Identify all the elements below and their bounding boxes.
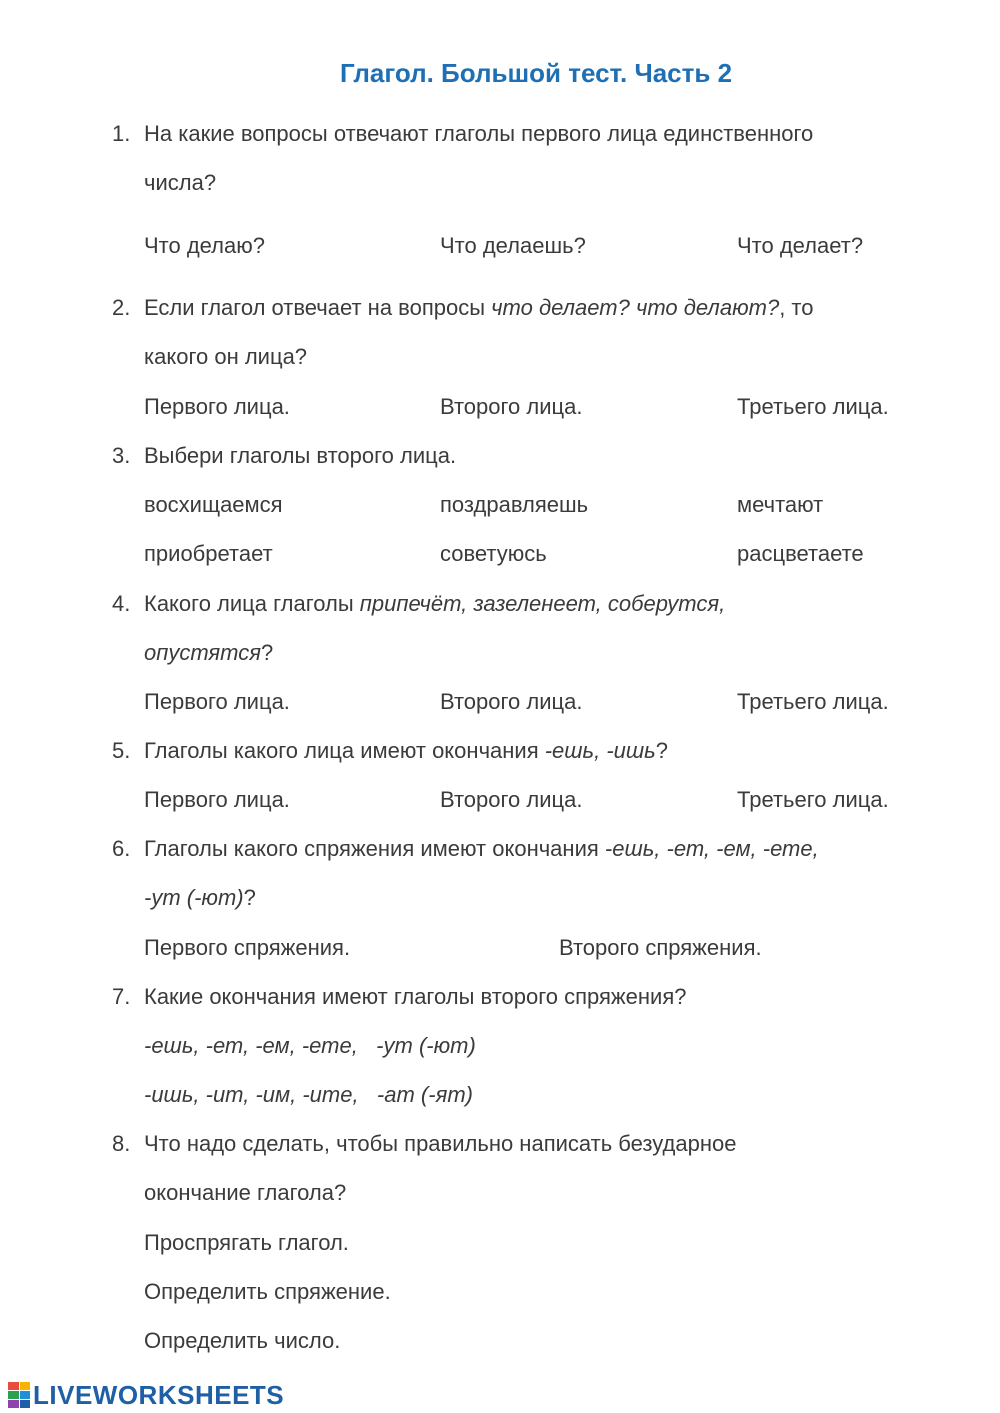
question-number: 6. [112, 836, 131, 861]
question-text: Какого лица глаголы припечёт, зазеленеет, соберутся, [144, 591, 726, 616]
question-number: 8. [112, 1131, 131, 1156]
answer-option[interactable]: Второго лица. [440, 394, 583, 419]
question-number: 3. [112, 443, 131, 468]
question-number: 5. [112, 738, 131, 763]
question-text-cont: -ут (-ют)? [144, 885, 256, 910]
answer-option[interactable]: поздравляешь [440, 492, 589, 517]
answer-option[interactable]: расцветаете [737, 541, 864, 566]
answer-option[interactable]: -ишь, -ит, -им, -ите, -ат (-ят) [144, 1082, 473, 1107]
question-number: 7. [112, 984, 131, 1009]
answer-option[interactable]: Первого лица. [144, 787, 290, 812]
question-text-cont: окончание глагола? [144, 1180, 347, 1205]
answer-option[interactable]: Второго лица. [440, 689, 583, 714]
answer-option[interactable]: Что делаешь? [440, 233, 586, 258]
question-number: 2. [112, 295, 131, 320]
answer-option[interactable]: Первого лица. [144, 394, 290, 419]
question-text-cont: опустятся? [144, 640, 274, 665]
answer-option[interactable]: -ешь, -ет, -ем, -ете, -ут (-ют) [144, 1033, 476, 1058]
logo-icon [8, 1382, 30, 1408]
answer-option[interactable]: восхищаемся [144, 492, 283, 517]
worksheet-title: Глагол. Большой тест. Часть 2 [339, 58, 733, 88]
answer-option[interactable]: Первого спряжения. [144, 935, 351, 960]
question-number: 4. [112, 591, 131, 616]
question-text: Что надо сделать, чтобы правильно написать безударное [144, 1131, 737, 1156]
answer-option[interactable]: мечтают [737, 492, 824, 517]
question-text: Выбери глаголы второго лица. [144, 443, 457, 468]
answer-option[interactable]: Что делаю? [144, 233, 265, 258]
question-text: Если глагол отвечает на вопросы что делает? что делают?, то [144, 295, 814, 320]
question-text-cont: числа? [144, 170, 217, 195]
question-text-cont: какого он лица? [144, 344, 308, 369]
answer-option[interactable]: приобретает [144, 541, 273, 566]
question-text: Глаголы какого спряжения имеют окончания -ешь, -ет, -ем, -ете, [144, 836, 819, 861]
answer-option[interactable]: Что делает? [737, 233, 864, 258]
answer-option[interactable]: Второго спряжения. [559, 935, 762, 960]
logo-text: LIVEWORKSHEETS [33, 1379, 285, 1410]
answer-option[interactable]: Определить спряжение. [144, 1279, 391, 1304]
answer-option[interactable]: Третьего лица. [737, 394, 889, 419]
answer-option[interactable]: Третьего лица. [737, 787, 889, 812]
answer-option[interactable]: Определить число. [144, 1328, 341, 1353]
question-number: 1. [112, 121, 131, 146]
answer-option[interactable]: Проспрягать глагол. [144, 1230, 349, 1255]
liveworksheets-logo [8, 1380, 284, 1410]
answer-option[interactable]: советуюсь [440, 541, 547, 566]
question-text: На какие вопросы отвечают глаголы первого лица единственного [144, 121, 814, 146]
question-text: Глаголы какого лица имеют окончания -ешь, -ишь? [144, 738, 668, 763]
answer-option[interactable]: Первого лица. [144, 689, 290, 714]
answer-option[interactable]: Третьего лица. [737, 689, 889, 714]
answer-option[interactable]: Второго лица. [440, 787, 583, 812]
question-text: Какие окончания имеют глаголы второго спряжения? [144, 984, 687, 1009]
